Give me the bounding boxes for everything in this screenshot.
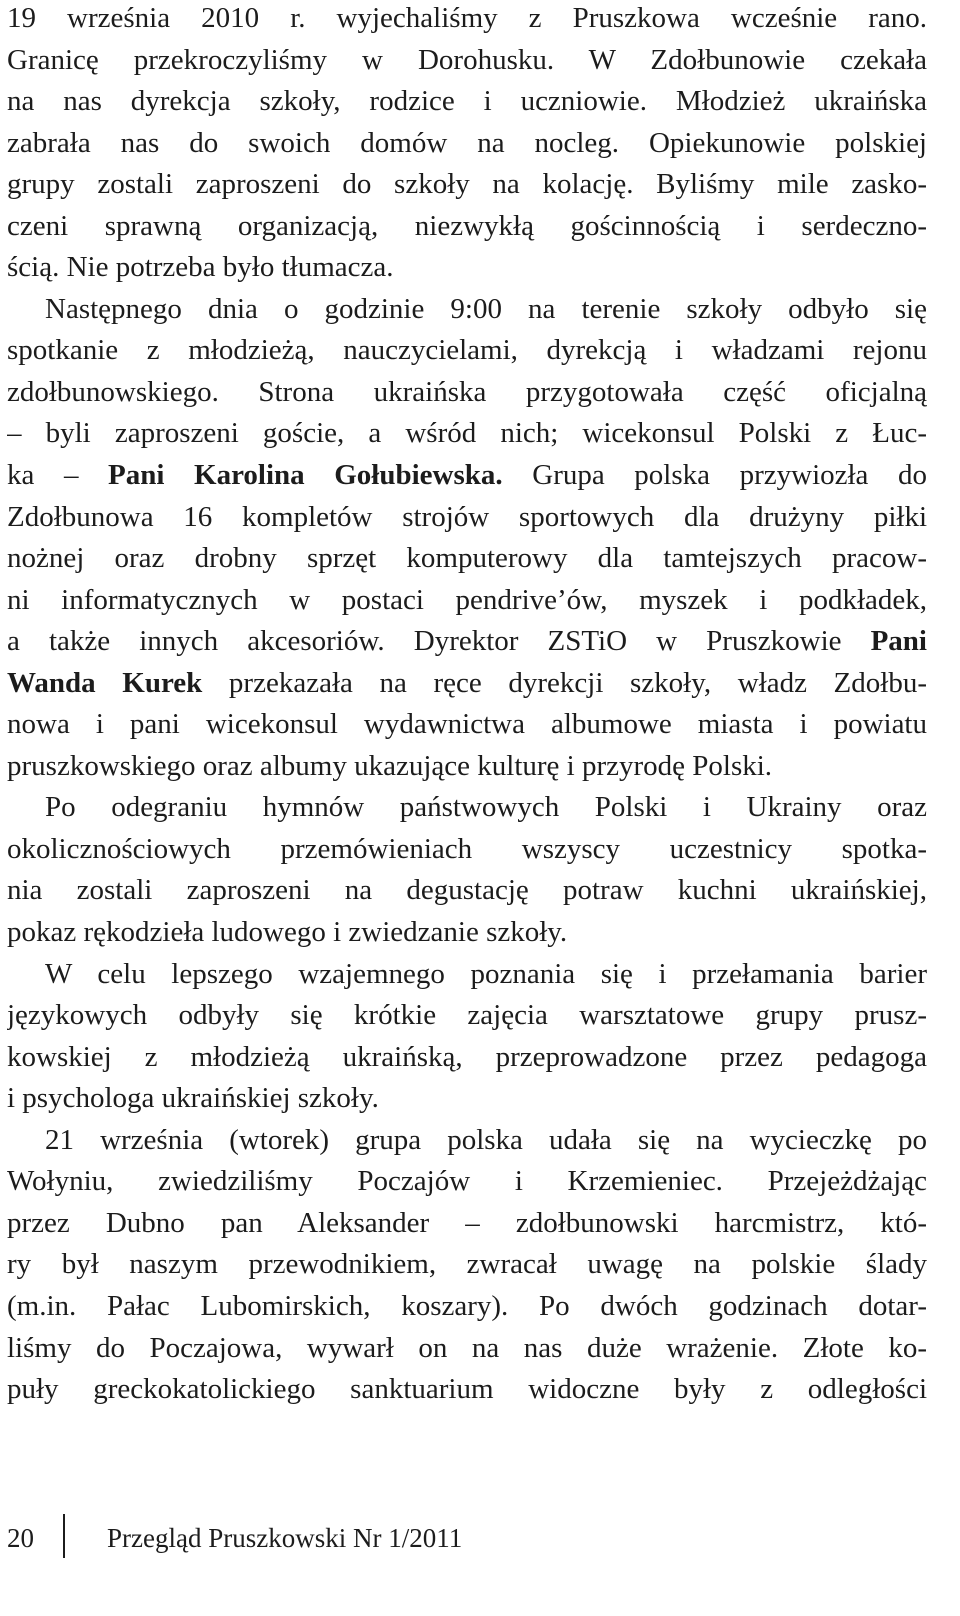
- text-line: ry był naszym przewodnikiem, zwracał uwagę na polskie ślady: [7, 1248, 927, 1281]
- text-line: nożnej oraz drobny sprzęt komputerowy dla tamtejszych pracow-: [7, 542, 927, 575]
- footer-divider: [63, 1514, 65, 1558]
- text-segment: a także innych akcesoriów. Dyrektor ZSTiO w Pruszkowie: [7, 625, 871, 658]
- page-number: 20: [7, 1523, 34, 1553]
- text-line: [7, 623, 927, 665]
- bold-name: Pani: [870, 625, 927, 658]
- text-segment: ka –: [7, 459, 109, 492]
- text-line: ni informatycznych w postaci pendrive’ów, myszek i podkładek,: [7, 583, 927, 616]
- text-line: Wołyniu, zwiedziliśmy Poczajów i Krzemieniec. Przejeżdżając: [7, 1165, 927, 1198]
- text-line: zdołbunowskiego. Strona ukraińska przygotowała część oficjalną: [7, 375, 927, 408]
- text-line: – byli zaproszeni goście, a wśród nich; wicekonsul Polski z Łuc-: [7, 417, 927, 450]
- text-line: 21 września (wtorek) grupa polska udała się na wycieczkę po: [45, 1123, 927, 1156]
- text-line: grupy zostali zaproszeni do szkoły na kolację. Byliśmy mile zasko-: [7, 168, 927, 201]
- text-line: językowych odbyły się krótkie zajęcia warsztatowe grupy prusz-: [7, 999, 927, 1032]
- text-line: Po odegraniu hymnów państwowych Polski i Ukrainy oraz: [45, 791, 927, 824]
- text-line: liśmy do Poczajowa, wywarł on na nas duże wrażenie. Złote ko-: [7, 1331, 927, 1364]
- text-line: spotkanie z młodzieżą, nauczycielami, dyrekcją i władzami rejonu: [7, 334, 927, 367]
- text-line: nowa i pani wicekonsul wydawnictwa albumowe miasta i powiatu: [7, 708, 927, 741]
- text-line: przez Dubno pan Aleksander – zdołbunowski harcmistrz, któ-: [7, 1206, 927, 1239]
- text-line: okolicznościowych przemówieniach wszyscy uczestnicy spotka-: [7, 832, 927, 865]
- text-line: W celu lepszego wzajemnego poznania się i przełamania barier: [45, 957, 927, 990]
- text-line: na nas dyrekcja szkoły, rodzice i uczniowie. Młodzież ukraińska: [7, 85, 927, 118]
- text-line: [7, 665, 927, 707]
- bold-name: Wanda Kurek: [7, 666, 203, 699]
- bold-name: Pani Karolina Gołubiewska.: [108, 459, 503, 492]
- text-segment: Grupa polska przywiozła do: [502, 459, 927, 492]
- text-line: Granicę przekroczyliśmy w Dorohusku. W Zdołbunowie czekała: [7, 43, 927, 76]
- text-line: Zdołbunowa 16 kompletów strojów sportowych dla drużyny piłki: [7, 500, 927, 533]
- text-line: i psychologa ukraińskiej szkoły.: [7, 1082, 379, 1115]
- text-line: zabrała nas do swoich domów na nocleg. Opiekunowie polskiej: [7, 126, 927, 159]
- text-segment: przekazała na ręce dyrekcji szkoły, władz Zdołbu-: [202, 666, 927, 699]
- text-line: czeni sprawną organizacją, niezwykłą gościnnością i serdeczno-: [7, 209, 927, 242]
- text-line: (m.in. Pałac Lubomirskich, koszary). Po dwóch godzinach dotar-: [7, 1289, 927, 1322]
- text-line: puły greckokatolickiego sanktuarium widoczne były z odległości: [7, 1373, 927, 1406]
- article-body: [7, 0, 927, 1413]
- publication-title: Przegląd Pruszkowski Nr 1/2011: [107, 1523, 463, 1553]
- page-footer: [7, 1518, 707, 1558]
- text-line: [7, 457, 927, 499]
- text-line: nia zostali zaproszeni na degustację potraw kuchni ukraińskiej,: [7, 874, 927, 907]
- text-line: pokaz rękodzieła ludowego i zwiedzanie szkoły.: [7, 916, 568, 949]
- text-line: Następnego dnia o godzinie 9:00 na terenie szkoły odbyło się: [45, 292, 927, 325]
- text-line: 19 września 2010 r. wyjechaliśmy z Pruszkowa wcześnie rano.: [7, 2, 927, 34]
- text-line: pruszkowskiego oraz albumy ukazujące kulturę i przyrodę Polski.: [7, 749, 773, 782]
- text-line: kowskiej z młodzieżą ukraińską, przeprowadzone przez pedagoga: [7, 1040, 927, 1073]
- text-line: ścią. Nie potrzeba było tłumacza.: [7, 251, 394, 284]
